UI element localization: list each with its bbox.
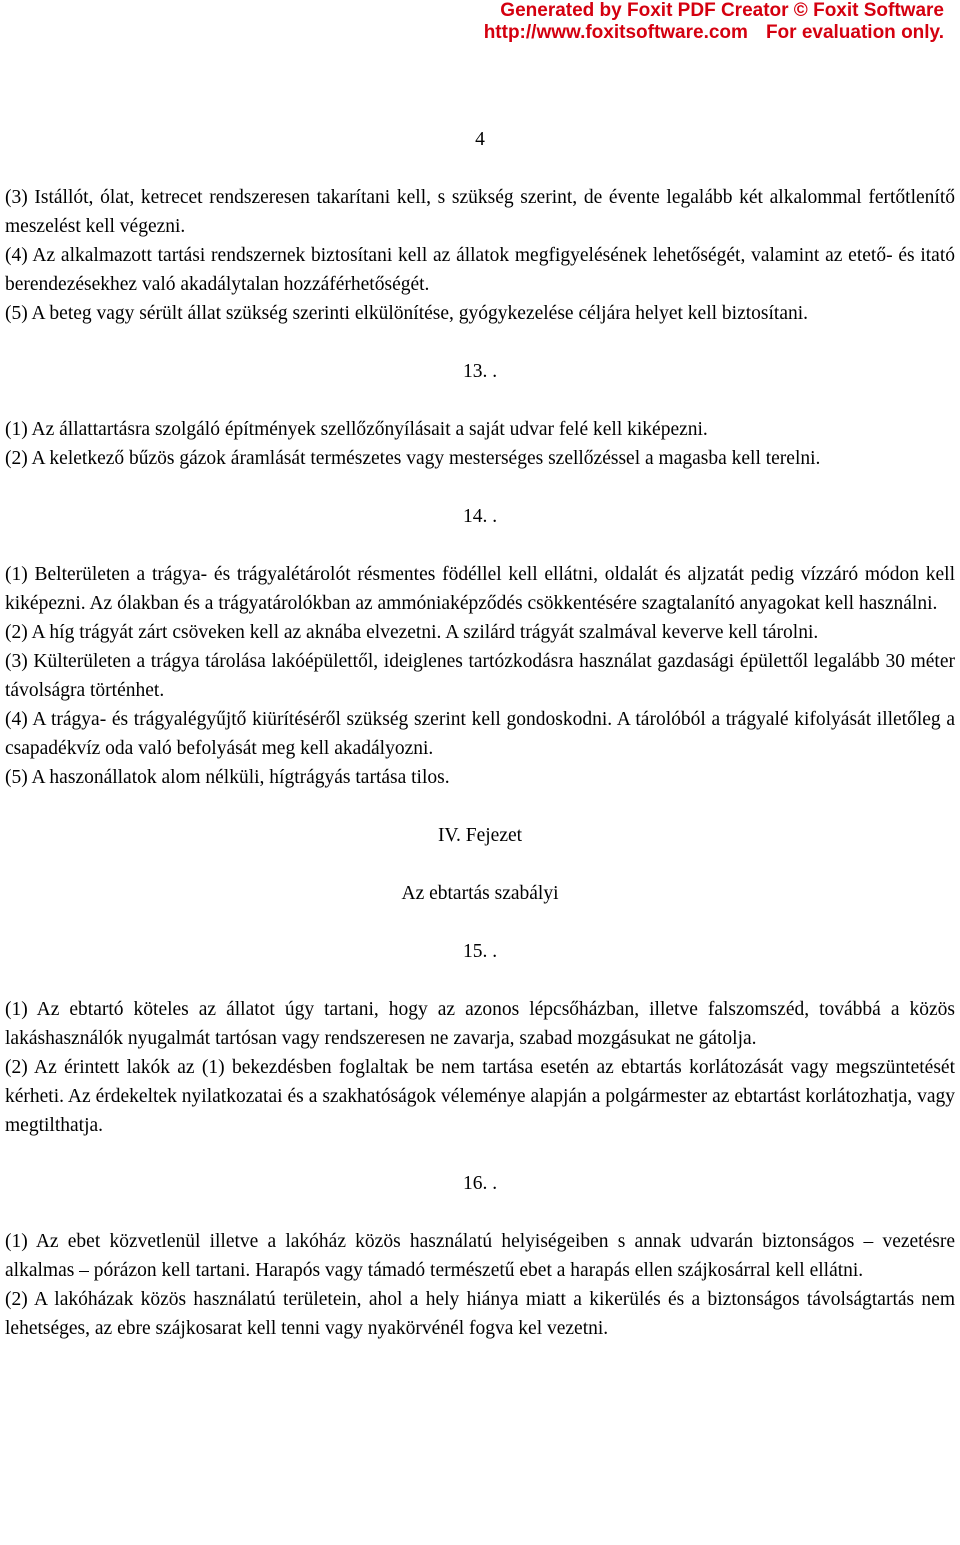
watermark-url: http://www.foxitsoftware.com — [483, 22, 748, 43]
section-heading-13: 13. . — [462, 361, 498, 382]
section-heading-16: 16. . — [462, 1173, 498, 1194]
foxit-watermark — [484, 0, 944, 44]
section13-paragraph-1: (1) Az állattartásra szolgáló építmények szellőzőnyílásait a saját udvar felé kell kiképezni. — [5, 419, 708, 440]
watermark-line-2 — [484, 22, 944, 44]
section14-paragraph-1: (1) Belterületen a trágya- és trágyalétárolót résmentes födéllel kell ellátni, oldalát és aljzatát pedig vízzáró módon kell kiképezni. Az ólakban és a trágyatárolókban az ammóniaképződés csökkentésére szagtalanító anyagokat kell használni. — [5, 564, 955, 614]
section14-paragraph-4: (4) A trágya- és trágyalégyűjtő kiürítéséről szükség szerint kell gondoskodni. A tárolóból a trágyalé kifolyását illetőleg a csapadékvíz oda való befolyását meg kell akadályozni. — [5, 709, 955, 759]
section15-paragraph-2: (2) Az érintett lakók az (1) bekezdésben foglaltak be nem tartása esetén az ebtartás korlátozását vagy megszüntetését kérheti. Az érdekeltek nyilatkozatai és a szakhatóságok véleménye alapján a polgármester az ebtartást korlátozhatja, vagy megtilthatja. — [5, 1057, 955, 1136]
chapter-subtitle: Az ebtartás szabályi — [401, 883, 559, 904]
section16-paragraph-1: (1) Az ebet közvetlenül illetve a lakóház közös használatú helyiségeiben s annak udvarán biztonságos – vezetésre alkalmas – pórázon kell tartani. Harapós vagy támadó természetű ebet a harapás ellen szájkosárral kell ellátni. — [5, 1231, 955, 1281]
chapter-title: IV. Fejezet — [437, 825, 523, 846]
page-number: 4 — [475, 129, 485, 150]
watermark-line-1: Generated by Foxit PDF Creator © Foxit Software — [500, 0, 944, 21]
watermark-note: For evaluation only. — [765, 22, 944, 43]
document-body — [5, 183, 955, 1343]
paragraph-3: (3) Istállót, ólat, ketrecet rendszeresen takarítani kell, s szükség szerint, de évente legalább két alkalommal fertőtlenítő meszelést kell végezni. — [5, 187, 955, 237]
section15-paragraph-1: (1) Az ebtartó köteles az állatot úgy tartani, hogy az azonos lépcsőházban, illetve falszomszéd, továbbá a közös lakáshasználók nyugalmát tartósan vagy rendszeresen ne zavarja, szabad mozgásukat ne gátolja. — [5, 999, 955, 1049]
section14-paragraph-5: (5) A haszonállatok alom nélküli, hígtrágyás tartása tilos. — [5, 767, 450, 788]
paragraph-4: (4) Az alkalmazott tartási rendszernek biztosítani kell az állatok megfigyelésének lehetőségét, valamint az etető- és itató berendezésekhez való akadálytalan hozzáférhetőségét. — [5, 245, 955, 295]
section14-paragraph-3: (3) Külterületen a trágya tárolása lakóépülettől, ideiglenes tartózkodásra használat gazdasági épülettől legalább 30 méter távolságra történhet. — [5, 651, 955, 701]
section16-paragraph-2: (2) A lakóházak közös használatú területein, ahol a hely hiánya miatt a kikerülés és a biztonságos távolságtartás nem lehetséges, az ebre szájkosarat kell tenni vagy nyakörvénél fogva kel vezetni. — [5, 1289, 955, 1339]
section14-paragraph-2: (2) A híg trágyát zárt csöveken kell az aknába elvezetni. A szilárd trágyát szalmával keverve kell tárolni. — [5, 622, 819, 643]
section13-paragraph-2: (2) A keletkező bűzös gázok áramlását természetes vagy mesterséges szellőzéssel a magasba kell terelni. — [5, 448, 821, 469]
section-heading-14: 14. . — [462, 506, 498, 527]
section-heading-15: 15. . — [462, 941, 498, 962]
paragraph-5: (5) A beteg vagy sérült állat szükség szerinti elkülönítése, gyógykezelése céljára helyet kell biztosítani. — [5, 303, 809, 324]
